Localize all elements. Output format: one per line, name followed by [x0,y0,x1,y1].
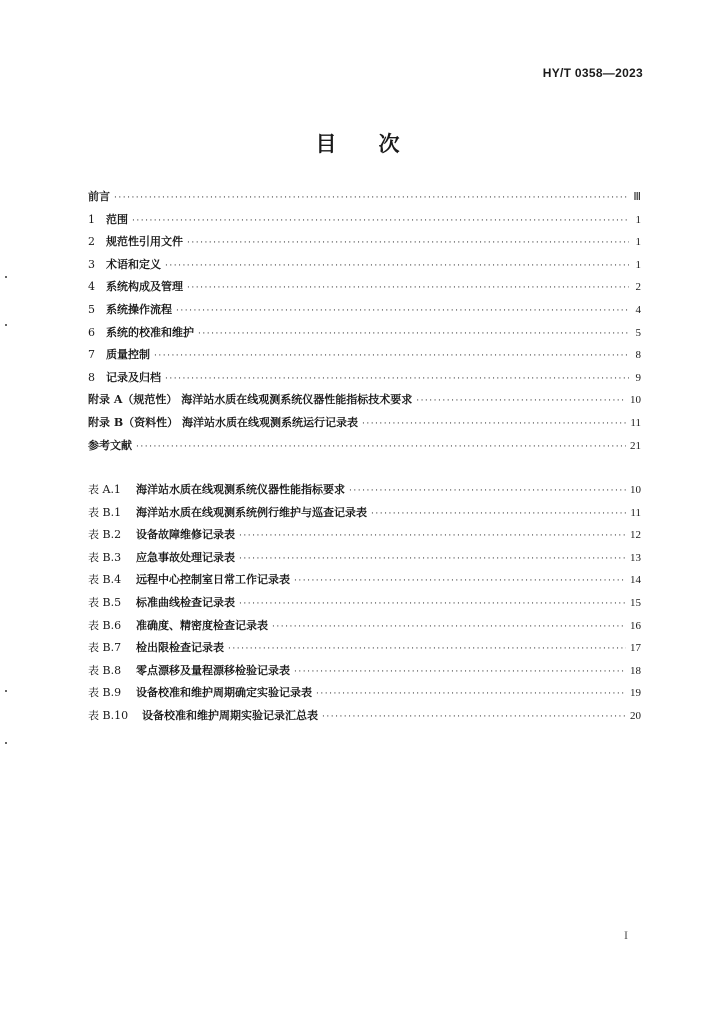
scan-edge-mark [5,276,7,278]
toc-entry-number: 4 [88,280,95,294]
toc-entry-references[interactable] [88,435,641,458]
scan-edge-mark [5,742,7,744]
dot-leader [239,548,626,571]
dot-leader [198,323,629,346]
toc-table-page: 16 [630,619,641,632]
toc-entry-appendix-a[interactable] [88,389,641,412]
toc-entry-7[interactable] [88,344,641,367]
toc-entry-page: 10 [630,394,641,407]
toc-entry-title: 系统构成及管理 [106,280,183,294]
dot-leader [187,277,629,300]
toc-entry-title: 系统的校准和维护 [106,325,194,339]
toc-table-page: 18 [630,664,641,677]
dot-leader [132,210,629,233]
toc-table-number: 表 A.1 [88,483,121,496]
toc-entry-page: 2 [635,281,641,294]
toc-entry-page: Ⅲ [633,191,641,203]
dot-leader [228,638,626,661]
toc-entry-page: 5 [635,326,641,339]
toc-table-title: 检出限检查记录表 [136,641,224,655]
toc-entry-6[interactable] [88,322,641,345]
toc-entry-4[interactable] [88,276,641,299]
toc-entry-title: 系统操作流程 [106,302,172,316]
dot-leader [362,413,626,436]
toc-table-b6[interactable] [88,615,641,638]
toc-entry-title: 规范性引用文件 [106,235,183,249]
toc-table-title: 设备故障维修记录表 [136,528,235,542]
toc-table-page: 17 [630,642,641,655]
dot-leader [165,368,629,391]
toc-table-b10[interactable] [88,705,641,728]
toc-table-number: 表 B.6 [88,618,122,632]
toc-entry-foreword[interactable] [88,186,641,209]
dot-leader [165,255,629,278]
toc-entry-title: 附录 B（资料性） 海洋站水质在线观测系统运行记录表 [88,415,358,429]
scan-edge-mark [5,324,7,326]
toc-title-char-1: 目 [315,132,337,156]
toc-entry-number: 6 [88,325,95,339]
toc-table-number: 表 B.7 [88,641,122,655]
dot-leader [187,232,629,255]
toc-table-page: 13 [630,551,641,564]
document-code: HY/T 0358—2023 [542,66,643,80]
dot-leader [136,436,626,459]
toc-table-b3[interactable] [88,547,641,570]
toc-entry-title: 记录及归档 [106,370,161,384]
toc-table-title: 准确度、精密度检查记录表 [136,618,268,632]
dot-leader [294,570,626,593]
toc-table-title: 远程中心控制室日常工作记录表 [136,573,290,587]
toc-entry-number: 2 [88,235,95,249]
toc-table-page: 15 [630,596,641,609]
toc-entry-page: 1 [635,236,641,249]
toc-table-number: 表 B.9 [88,686,122,700]
toc-entry-page: 9 [635,371,641,384]
toc-table-number: 表 B.1 [88,505,122,519]
toc-entry-page: 1 [635,213,641,226]
toc-table-b5[interactable] [88,592,641,615]
toc-entry-3[interactable] [88,254,641,277]
toc-entry-number: 1 [88,212,95,226]
toc-entry-5[interactable] [88,299,641,322]
toc-table-b2[interactable] [88,524,641,547]
toc-table-b7[interactable] [88,637,641,660]
toc-entry-number: 5 [88,302,95,316]
dot-leader [316,683,626,706]
toc-entry-8[interactable] [88,367,641,390]
toc-table-title: 设备校准和维护周期确定实验记录表 [136,686,312,700]
toc-table-title: 海洋站水质在线观测系统例行维护与巡查记录表 [136,505,367,519]
toc-table-number: 表 B.8 [88,663,122,677]
toc-table-a1[interactable] [88,479,641,502]
toc-table-number: 表 B.2 [88,528,122,542]
toc-table-title: 海洋站水质在线观测系统仪器性能指标要求 [136,483,345,496]
dot-leader [349,480,626,503]
dot-leader [239,525,626,548]
toc-entry-page: 8 [635,349,641,362]
dot-leader [416,390,626,413]
toc-entry-title: 术语和定义 [106,257,161,271]
dot-leader [239,593,626,616]
toc-table-page: 14 [630,574,641,587]
toc-entry-title: 参考文献 [88,438,132,452]
scan-edge-mark [5,690,7,692]
toc-entry-1[interactable] [88,209,641,232]
toc-table-b9[interactable] [88,682,641,705]
toc-entry-title: 质量控制 [106,348,150,362]
toc-entry-number: 8 [88,370,95,384]
dot-leader [294,661,626,684]
toc-table-b4[interactable] [88,569,641,592]
toc-entry-title: 附录 A（规范性） 海洋站水质在线观测系统仪器性能指标技术要求 [88,393,413,407]
toc-title-char-2: 次 [378,132,400,156]
dot-leader [322,706,626,729]
toc-entry-2[interactable] [88,231,641,254]
dot-leader [272,616,626,639]
toc-entry-number: 3 [88,257,95,271]
toc-table-title: 标准曲线检查记录表 [136,595,235,609]
toc-table-number: 表 B.5 [88,595,122,609]
toc-entry-appendix-b[interactable] [88,412,641,435]
toc-table-number: 表 B.10 [88,708,129,722]
toc-table-number: 表 B.3 [88,550,122,564]
page-number: I [624,928,628,942]
toc-section-list [88,186,641,457]
toc-table-title: 零点漂移及量程漂移检验记录表 [136,663,290,677]
toc-entry-title: 范围 [106,212,128,226]
toc-table-number: 表 B.4 [88,573,122,587]
toc-table-b8[interactable] [88,660,641,683]
dot-leader [371,503,626,526]
toc-table-title: 设备校准和维护周期实验记录汇总表 [142,708,318,722]
toc-entry-page: 1 [635,258,641,271]
toc-table-page: 20 [630,709,641,722]
toc-table-page: 12 [630,529,641,542]
dot-leader [114,187,629,210]
toc-entry-label: 前言 [88,190,110,203]
toc-table-list [88,479,641,728]
toc-entry-page: 11 [630,416,641,429]
dot-leader [176,300,629,323]
toc-entry-page: 21 [630,439,641,452]
toc-table-title: 应急事故处理记录表 [136,550,235,564]
toc-entry-number: 7 [88,348,95,362]
toc-table-page: 10 [630,484,641,496]
toc-title [0,128,715,158]
toc-table-page: 11 [630,506,641,519]
toc-table-page: 19 [630,687,641,700]
dot-leader [154,345,629,368]
toc-entry-page: 4 [635,303,641,316]
toc-table-b1[interactable] [88,502,641,525]
